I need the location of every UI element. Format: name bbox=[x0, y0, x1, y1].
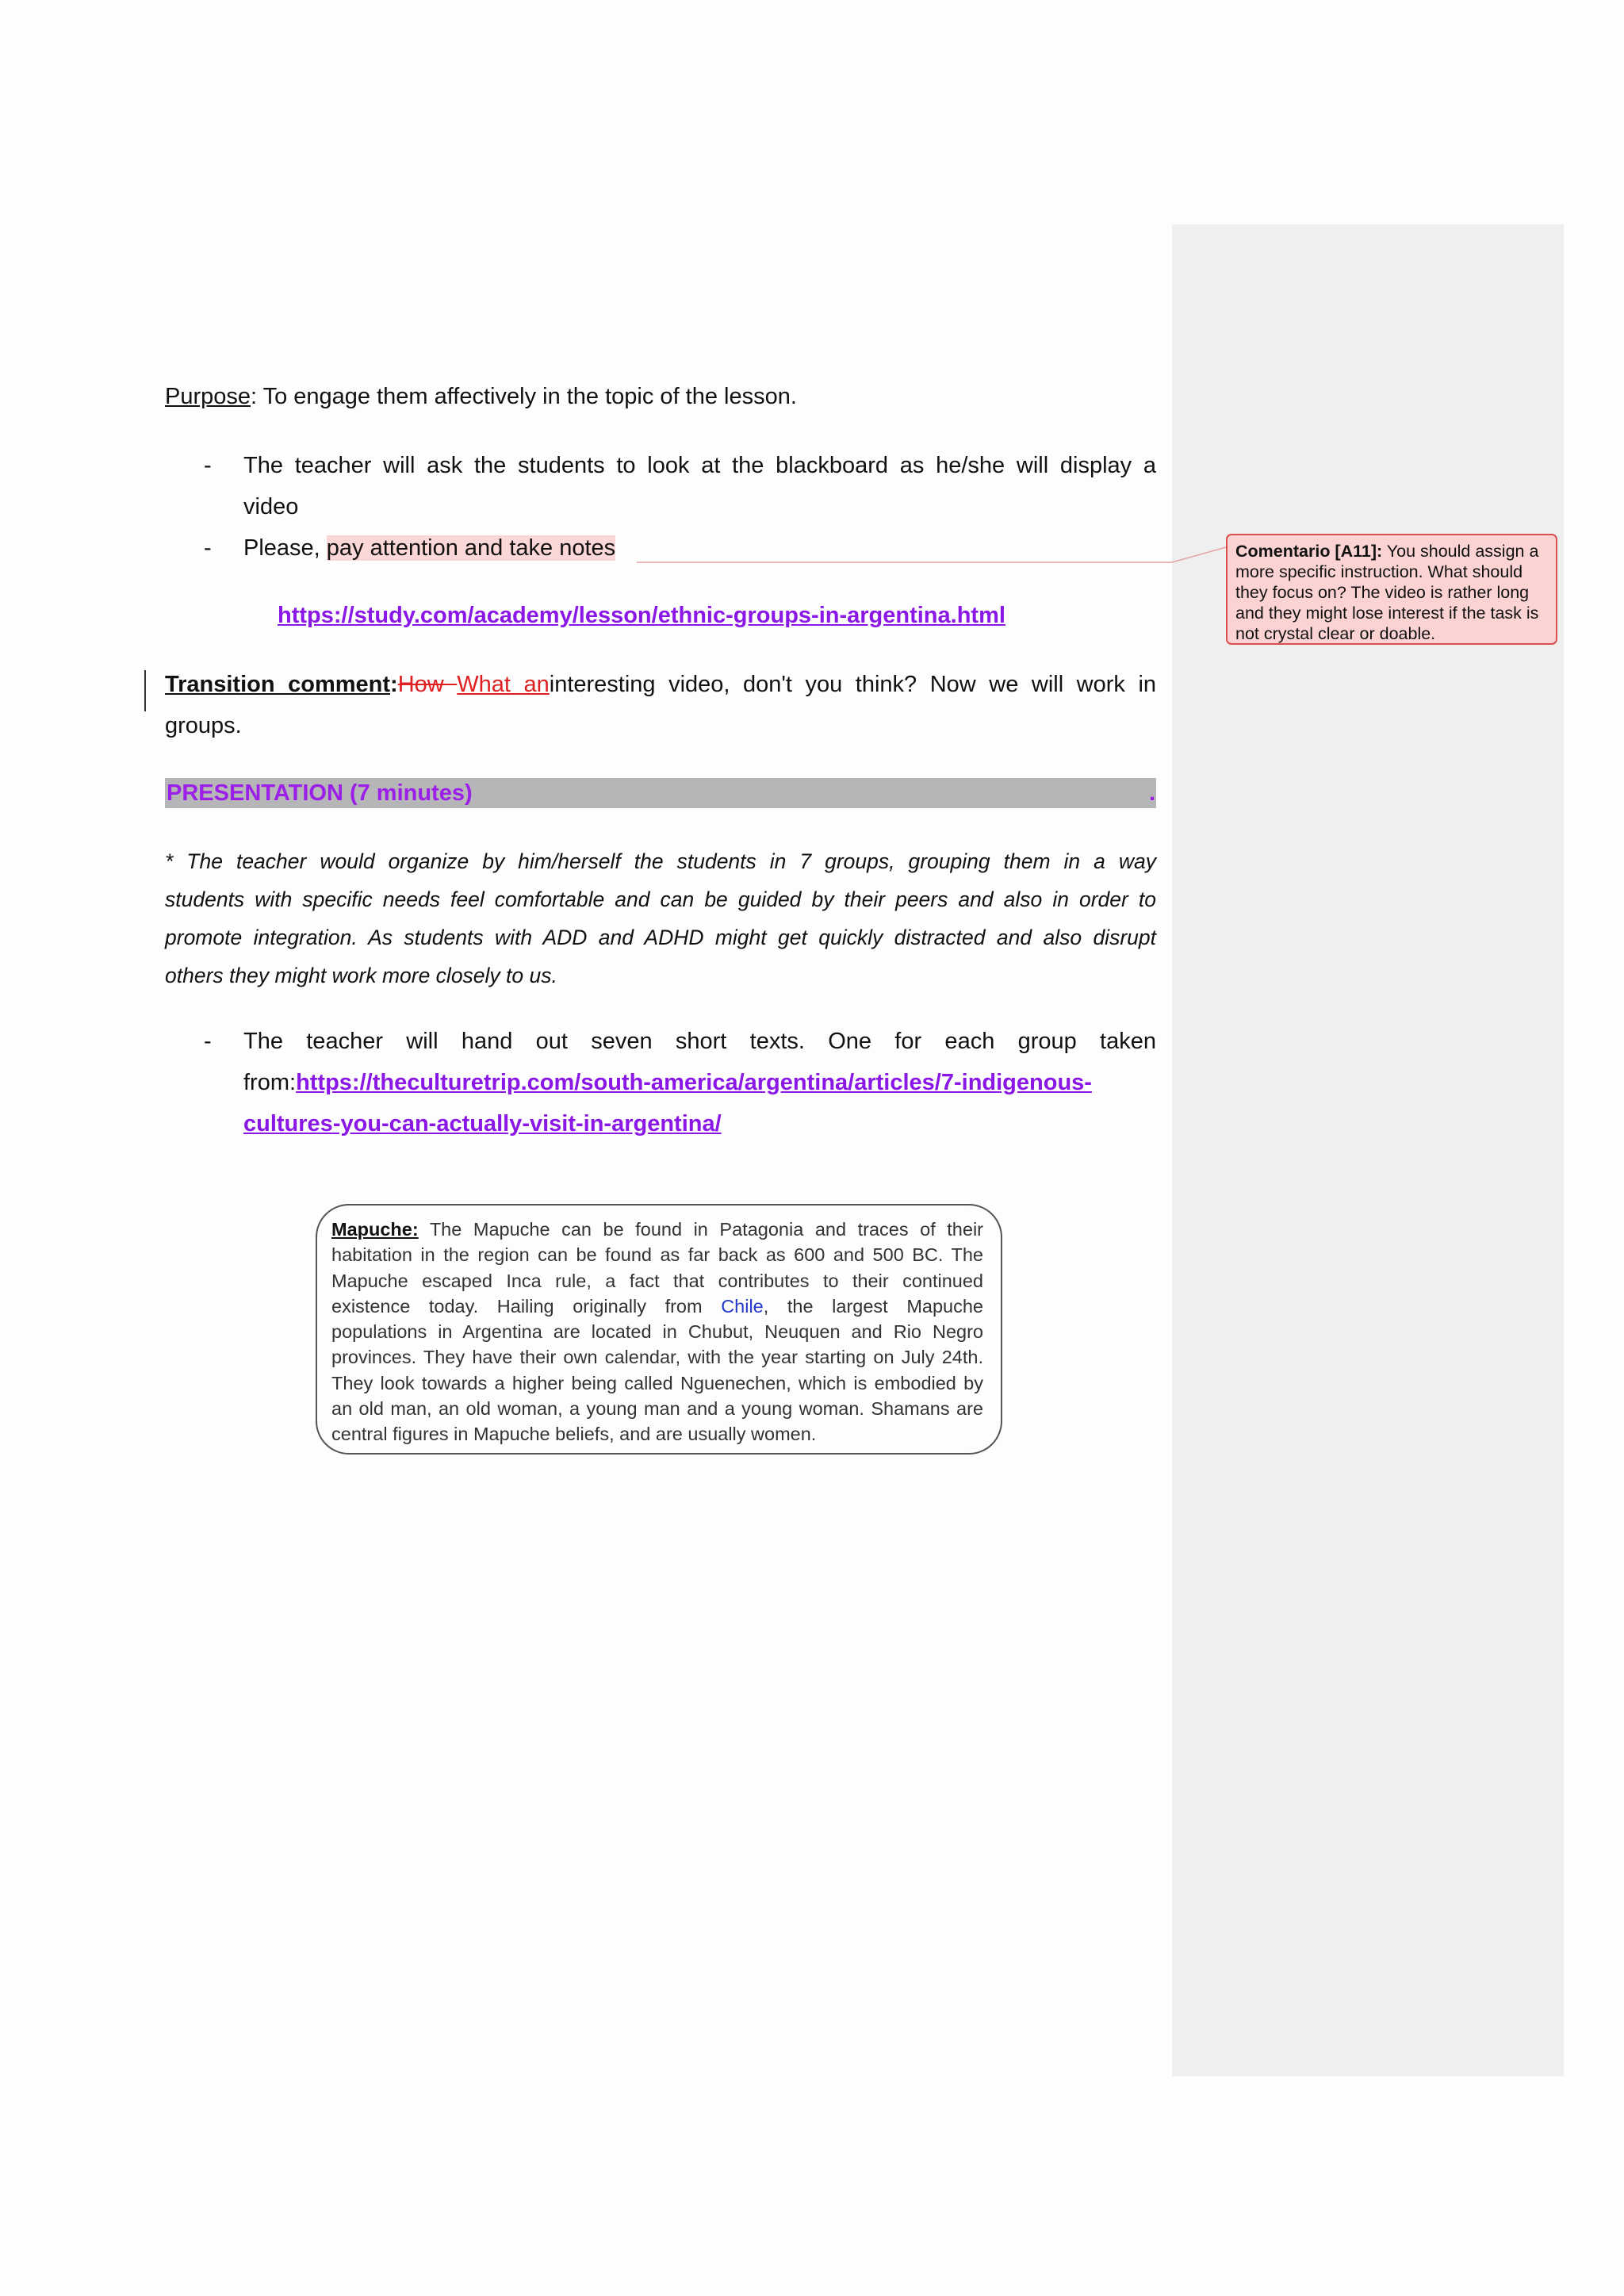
purpose-text: : To engage them affectively in the topic of the lesson. bbox=[251, 384, 797, 409]
transition-line-2: groups. bbox=[165, 713, 242, 738]
mapuche-line: Mapuche escaped Inca rule, a fact that contributes to their continued bbox=[331, 1270, 983, 1291]
transition-line-1 bbox=[165, 664, 1156, 705]
mapuche-line: an old man, an old woman, a young man and a young woman. Shamans are bbox=[331, 1398, 983, 1420]
purpose-label: Purpose bbox=[165, 384, 251, 409]
comment-label: Comentario [A11]: bbox=[1235, 542, 1383, 561]
bullet-3-line-1: The teacher will hand out seven short texts. One for each group taken bbox=[243, 1029, 1156, 1054]
change-bar bbox=[144, 670, 146, 711]
mapuche-line bbox=[331, 1294, 983, 1319]
video-link-line bbox=[278, 595, 1005, 636]
culture-trip-link-cont[interactable]: cultures-you-can-actually-visit-in-argentina/ bbox=[243, 1111, 722, 1137]
transition-label: Transition comment bbox=[165, 672, 391, 697]
mapuche-text: existence today. Hailing originally from bbox=[331, 1295, 722, 1317]
mapuche-line: habitation in the region can be found as far back as 600 and 500 BC. The bbox=[331, 1244, 983, 1266]
bullet-1-line-2: video bbox=[243, 494, 299, 519]
bullet-dash: - bbox=[204, 535, 212, 561]
chile-link[interactable]: Chile bbox=[721, 1295, 764, 1317]
mapuche-line bbox=[331, 1217, 983, 1242]
note-line-3: promote integration. As students with ADD and ADHD might get quickly distracted and also disrupt bbox=[165, 926, 1156, 949]
from-label: from: bbox=[243, 1070, 297, 1095]
mapuche-heading: Mapuche: bbox=[331, 1219, 419, 1240]
note-line-2: students with specific needs feel comfortable and can be guided by their peers and also in order to bbox=[165, 887, 1156, 911]
comment-balloon[interactable] bbox=[1226, 534, 1557, 645]
deleted-text: How bbox=[397, 672, 458, 697]
video-link[interactable]: https://study.com/academy/lesson/ethnic-groups-in-argentina.html bbox=[278, 603, 1005, 628]
bullet-2 bbox=[243, 527, 615, 569]
bullet-1-line-1: The teacher will ask the students to look at the blackboard as he/she will display a bbox=[243, 453, 1156, 478]
section-heading-dot: . bbox=[1149, 780, 1156, 806]
bullet-3-line-3 bbox=[243, 1103, 722, 1144]
purpose-line bbox=[165, 376, 797, 417]
comment-text: You should assign a more specific instruction. What should they focus on? The video is rather long and they might lose interest if the task is not crystal clear or doable. bbox=[1235, 542, 1539, 643]
note-line-1: * The teacher would organize by him/herself the students in 7 groups, grouping them in a way bbox=[165, 849, 1156, 873]
transition-colon: : bbox=[390, 672, 398, 697]
bullet-3-line-2 bbox=[243, 1062, 1092, 1103]
bullet-dash: - bbox=[204, 1029, 212, 1054]
mapuche-textbox bbox=[316, 1204, 1002, 1455]
comment-pane bbox=[1172, 224, 1564, 2076]
mapuche-text: , the largest Mapuche bbox=[763, 1295, 983, 1317]
mapuche-text: The Mapuche can be found in Patagonia and traces of their bbox=[429, 1219, 983, 1240]
bullet-dash: - bbox=[204, 453, 212, 478]
inserted-text: What an bbox=[457, 672, 550, 697]
section-heading: PRESENTATION (7 minutes) bbox=[167, 780, 473, 806]
commented-text[interactable]: pay attention and take notes bbox=[326, 535, 616, 561]
mapuche-line: provinces. They have their own calendar, with the year starting on July 24th. bbox=[331, 1347, 983, 1368]
culture-trip-link[interactable]: https://theculturetrip.com/south-america/argentina/articles/7-indigenous- bbox=[296, 1070, 1092, 1095]
mapuche-line: populations in Argentina are located in Chubut, Neuquen and Rio Negro bbox=[331, 1321, 983, 1343]
note-line-4: others they might work more closely to us. bbox=[165, 964, 557, 987]
mapuche-line: central figures in Mapuche beliefs, and are usually women. bbox=[331, 1424, 817, 1445]
mapuche-line: They look towards a higher being called Nguenechen, which is embodied by bbox=[331, 1372, 983, 1393]
bullet-2-prefix: Please, bbox=[243, 535, 327, 561]
transition-text: interesting video, don't you think? Now we will work in bbox=[549, 672, 1157, 697]
